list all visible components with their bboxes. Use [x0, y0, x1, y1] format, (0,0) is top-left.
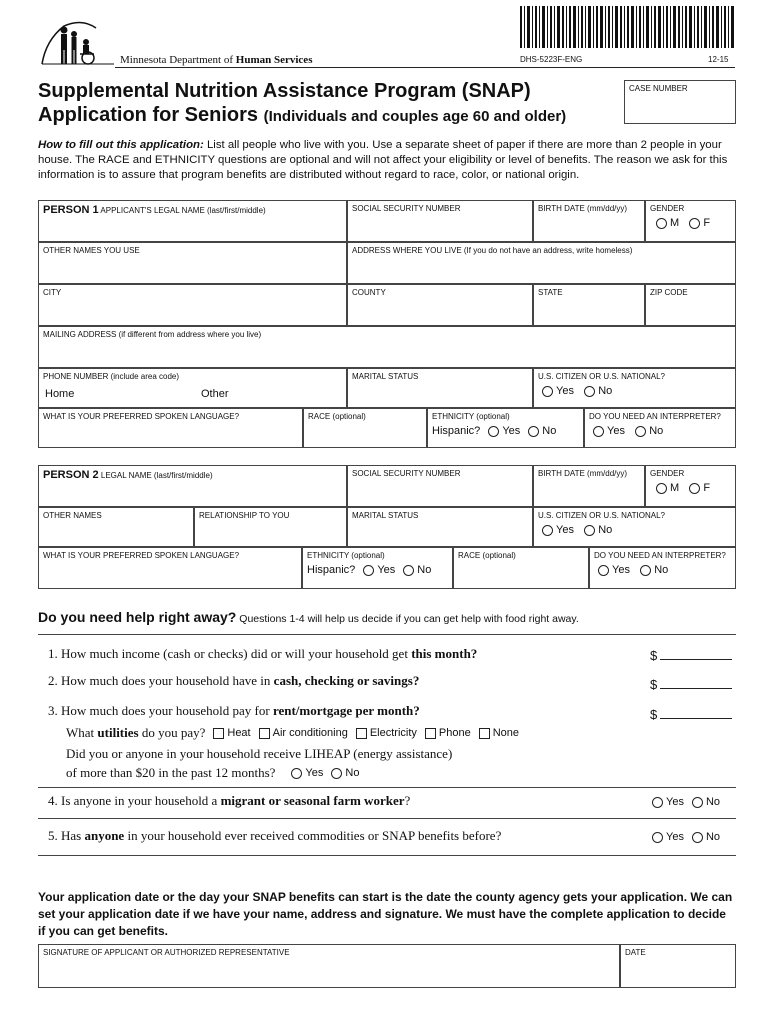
radio-icon [635, 426, 646, 437]
p1-interpreter-label: DO YOU NEED AN INTERPRETER? [589, 412, 721, 421]
p2-citizen-field [533, 507, 736, 547]
p1-other-label: Other [201, 387, 229, 400]
signature-field[interactable] [38, 944, 620, 988]
util-ac[interactable] [259, 727, 348, 739]
p1-mailing-field[interactable] [38, 326, 736, 368]
p2-citizen-no[interactable] [584, 524, 612, 537]
radio-icon [584, 525, 595, 536]
q3-amount[interactable] [650, 707, 732, 722]
p1-gender-field [645, 200, 736, 242]
p1-interpreter-yes-label: Yes [607, 424, 625, 437]
p2-birth-field[interactable] [533, 465, 645, 507]
help-subheading: Questions 1-4 will help us decide if you can get help with food right away. [236, 613, 579, 625]
title-paren: (Individuals and couples age 60 and older) [263, 108, 567, 125]
util-electricity[interactable] [356, 727, 417, 739]
q1-amount-line [660, 649, 732, 660]
checkbox-icon [213, 728, 224, 739]
dhs-logo [38, 20, 116, 66]
p1-gender-label: GENDER [650, 204, 685, 213]
form-code: DHS-5223F-ENG [520, 55, 583, 64]
radio-icon [652, 797, 663, 808]
question-5 [48, 828, 501, 844]
title-line2 [38, 104, 566, 127]
checkbox-icon [356, 728, 367, 739]
radio-icon [528, 426, 539, 437]
p2-gender-field [645, 465, 736, 507]
q3-bold: rent/mortgage per month? [272, 703, 420, 718]
p1-interpreter-yes[interactable] [593, 425, 625, 438]
p1-f-label: F [703, 216, 711, 229]
liheap-yes[interactable] [291, 767, 323, 779]
p2-other-names-label: OTHER NAMES [43, 511, 102, 520]
help-heading-text: Do you need help right away? [38, 609, 237, 625]
q5-no-label: No [705, 831, 721, 843]
p2-hispanic-no-label: No [417, 563, 432, 576]
header-rule [115, 67, 735, 68]
p1-city-label: CITY [43, 288, 62, 297]
p1-language-field[interactable] [38, 408, 303, 448]
liheap-line2 [66, 765, 367, 781]
q2-amount-line [660, 678, 732, 689]
q5-bold: anyone [84, 828, 125, 843]
p2-ethnicity-label: ETHNICITY (optional) [307, 551, 385, 560]
instructions-lead: How to fill out this application: [38, 139, 204, 151]
p1-m-label: M [670, 216, 680, 229]
util-elec-label: Electricity [369, 727, 417, 739]
p2-marital-label: MARITAL STATUS [352, 511, 419, 520]
p2-interpreter-no-label: No [654, 563, 669, 576]
radio-icon [488, 426, 499, 437]
p2-relationship-field[interactable] [194, 507, 347, 547]
q2-dollar: $ [650, 677, 658, 692]
help-mid-rule-2 [38, 818, 736, 819]
util-text-a: What [66, 725, 98, 740]
q1-bold: this month? [411, 646, 478, 661]
q5-text: 5. Has [48, 828, 85, 843]
p2-gender-label: GENDER [650, 469, 685, 478]
p2-f-label: F [703, 481, 711, 494]
question-3 [48, 703, 420, 719]
p2-other-names-field[interactable] [38, 507, 194, 547]
radio-icon [542, 386, 553, 397]
p1-zip-field[interactable] [645, 284, 736, 326]
date-label: DATE [625, 948, 646, 957]
p1-phone-label: PHONE NUMBER (include area code) [43, 372, 180, 381]
p1-citizen-label: U.S. CITIZEN OR U.S. NATIONAL? [538, 372, 665, 381]
radio-icon [656, 218, 667, 229]
p2-race-field[interactable] [453, 547, 589, 589]
p2-interpreter-yes-label: Yes [612, 563, 630, 576]
p2-citizen-yes[interactable] [542, 524, 574, 537]
p2-hispanic-no[interactable] [403, 564, 431, 577]
title-main: Application for Seniors [38, 104, 259, 126]
liheap-line1: Did you or anyone in your household receive LIHEAP (energy assistance) [66, 746, 453, 761]
p1-phone-field[interactable] [38, 368, 347, 408]
case-number-box[interactable] [624, 80, 736, 124]
q4-yes[interactable] [652, 796, 684, 808]
p1-hispanic-no[interactable] [528, 425, 556, 438]
q2-text: 2. How much does your household have in [48, 673, 274, 688]
liheap-no-label: No [345, 767, 360, 779]
p1-birth-label: BIRTH DATE (mm/dd/yy) [538, 204, 628, 213]
p2-hispanic-yes[interactable] [363, 564, 395, 577]
q5-end: in your household ever received commodities or SNAP benefits before? [124, 828, 502, 843]
p1-ethnicity-label: ETHNICITY (optional) [432, 412, 510, 421]
p1-name-field[interactable] [38, 200, 347, 242]
p1-heading: PERSON 1 [43, 204, 99, 216]
p1-language-label: WHAT IS YOUR PREFERRED SPOKEN LANGUAGE? [43, 412, 240, 421]
q4-options [652, 796, 728, 808]
p2-ssn-field[interactable] [347, 465, 533, 507]
p2-race-label: RACE (optional) [458, 551, 516, 560]
help-top-rule [38, 634, 736, 635]
p1-interpreter-no[interactable] [635, 425, 663, 438]
q5-yes-label: Yes [666, 831, 684, 843]
p1-citizen-no[interactable] [584, 385, 612, 398]
application-date-notice: Your application date or the day your SNAP benefits can start is the date the county agency gets your application. We can set your application date if we have your name, address and signature. We must have the complete application to decide if you can get benefits. [38, 890, 733, 938]
p2-gender-m[interactable] [656, 482, 679, 495]
form-date: 12-15 [708, 55, 729, 64]
help-bottom-rule [38, 855, 736, 856]
q4-yes-label: Yes [666, 796, 684, 808]
p2-interpreter-field [589, 547, 736, 589]
p1-hispanic-yes[interactable] [488, 425, 520, 438]
title-line1: Supplemental Nutrition Assistance Program (SNAP) [38, 80, 531, 102]
radio-icon [689, 483, 700, 494]
p1-name-label: APPLICANT'S LEGAL NAME (last/first/middle) [100, 206, 266, 215]
p1-ssn-label: SOCIAL SECURITY NUMBER [352, 204, 461, 213]
p2-relationship-label: RELATIONSHIP TO YOU [199, 511, 290, 520]
radio-icon [598, 565, 609, 576]
p1-gender-f[interactable] [689, 217, 710, 230]
liheap-no[interactable] [331, 767, 359, 779]
p1-state-field[interactable] [533, 284, 645, 326]
p1-ethnicity-field [427, 408, 584, 448]
p1-citizen-yes[interactable] [542, 385, 574, 398]
liheap-yes-label: Yes [305, 767, 324, 779]
p1-hispanic-no-label: No [542, 424, 557, 437]
p2-citizen-yes-label: Yes [556, 523, 574, 536]
p1-hispanic-yes-label: Yes [502, 424, 521, 437]
p1-citizen-no-label: No [598, 384, 613, 397]
p1-mailing-label: MAILING ADDRESS (if different from address where you live) [43, 330, 262, 339]
p1-citizen-yes-label: Yes [556, 384, 574, 397]
q4-no-label: No [705, 796, 721, 808]
q3-dollar: $ [650, 707, 658, 722]
q1-amount[interactable] [650, 648, 732, 663]
q3-amount-line [660, 708, 732, 719]
q4-text: 4. Is anyone in your household a [48, 793, 221, 808]
q4-no[interactable] [692, 796, 720, 808]
radio-icon [331, 768, 342, 779]
p2-interpreter-yes[interactable] [598, 564, 630, 577]
radio-icon [291, 768, 302, 779]
p2-citizen-no-label: No [598, 523, 613, 536]
p1-marital-label: MARITAL STATUS [352, 372, 419, 381]
question-2 [48, 673, 419, 689]
p1-address-label: ADDRESS WHERE YOU LIVE (If you do not have an address, write homeless) [352, 246, 633, 255]
p2-gender-f[interactable] [689, 482, 710, 495]
checkbox-icon [425, 728, 436, 739]
util-phone-label: Phone [438, 727, 471, 739]
q4-bold: migrant or seasonal farm worker [220, 793, 405, 808]
radio-icon [689, 218, 700, 229]
util-none-label: None [492, 727, 520, 739]
question-1 [48, 646, 477, 662]
p1-other-names-label: OTHER NAMES YOU USE [43, 246, 140, 255]
p1-interpreter-no-label: No [649, 424, 664, 437]
agency-bold: Human Services [235, 54, 313, 66]
p1-marital-field[interactable] [347, 368, 533, 408]
q5-yes[interactable] [652, 831, 684, 843]
p1-address-field[interactable] [347, 242, 736, 284]
util-phone[interactable] [425, 727, 471, 739]
p1-county-label: COUNTY [352, 288, 386, 297]
q1-text: 1. How much income (cash or checks) did or will your household get [48, 646, 412, 661]
p1-state-label: STATE [538, 288, 563, 297]
instructions-text: List all people who live with you. Use a separate sheet of paper if there are more than 2 people in your house. The RACE and ETHNICITY questions are optional and will not affect your eligibility or level of benefits. The reason we ask for this information is to assure that program benefits are distributed without regard to race, color, or national origin. [38, 139, 728, 181]
utilities-question [66, 725, 205, 741]
agency-prefix: Minnesota Department of [120, 54, 234, 66]
radio-icon [542, 525, 553, 536]
q1-dollar: $ [650, 648, 658, 663]
util-text-b: utilities [97, 725, 139, 740]
p1-citizen-field [533, 368, 736, 408]
p2-m-label: M [670, 481, 680, 494]
p1-city-field[interactable] [38, 284, 347, 326]
p2-heading: PERSON 2 [43, 469, 99, 481]
agency-name [120, 54, 312, 66]
util-heat[interactable] [213, 727, 250, 739]
q4-end: ? [404, 793, 411, 808]
p2-language-label: WHAT IS YOUR PREFERRED SPOKEN LANGUAGE? [43, 551, 240, 560]
util-heat-label: Heat [227, 727, 251, 739]
p2-interpreter-label: DO YOU NEED AN INTERPRETER? [594, 551, 726, 560]
p1-race-field[interactable] [303, 408, 427, 448]
liheap-question: of more than $20 in the past 12 months? [66, 765, 276, 780]
p1-zip-label: ZIP CODE [650, 288, 688, 297]
q5-no[interactable] [692, 831, 720, 843]
signature-label: SIGNATURE OF APPLICANT OR AUTHORIZED REPRESENTATIVE [43, 948, 290, 957]
p2-name-field[interactable] [38, 465, 347, 507]
p1-county-field[interactable] [347, 284, 533, 326]
util-none[interactable] [479, 727, 519, 739]
p1-birth-field[interactable] [533, 200, 645, 242]
p2-citizen-label: U.S. CITIZEN OR U.S. NATIONAL? [538, 511, 665, 520]
radio-icon [692, 832, 703, 843]
p1-gender-m[interactable] [656, 217, 679, 230]
p2-ethnicity-field [302, 547, 453, 589]
q2-bold: cash, checking or savings? [273, 673, 420, 688]
p1-interpreter-field [584, 408, 736, 448]
case-number-label: CASE NUMBER [629, 84, 688, 93]
p2-marital-field[interactable] [347, 507, 533, 547]
p2-birth-label: BIRTH DATE (mm/dd/yy) [538, 469, 628, 478]
radio-icon [584, 386, 595, 397]
date-field[interactable] [620, 944, 736, 988]
barcode [520, 6, 734, 48]
util-ac-label: Air conditioning [272, 727, 348, 739]
radio-icon [593, 426, 604, 437]
utilities-row [66, 725, 527, 741]
p1-home-label: Home [45, 387, 75, 400]
help-mid-rule-1 [38, 787, 736, 788]
util-text-c: do you pay? [138, 725, 206, 740]
p1-race-label: RACE (optional) [308, 412, 366, 421]
instructions [38, 138, 734, 183]
checkbox-icon [259, 728, 270, 739]
p2-name-label: LEGAL NAME (last/first/middle) [100, 471, 213, 480]
radio-icon [652, 832, 663, 843]
radio-icon [692, 797, 703, 808]
radio-icon [640, 565, 651, 576]
help-heading [38, 609, 579, 627]
q3-text: 3. How much does your household pay for [48, 703, 273, 718]
q5-options [652, 831, 728, 843]
p1-ssn-field[interactable] [347, 200, 533, 242]
p2-hispanic-yes-label: Yes [377, 563, 396, 576]
p2-interpreter-no[interactable] [640, 564, 668, 577]
checkbox-icon [479, 728, 490, 739]
p2-language-field[interactable] [38, 547, 302, 589]
radio-icon [656, 483, 667, 494]
radio-icon [403, 565, 414, 576]
p2-hispanic-label: Hispanic? [307, 563, 356, 576]
question-4 [48, 793, 410, 809]
p2-ssn-label: SOCIAL SECURITY NUMBER [352, 469, 461, 478]
q2-amount[interactable] [650, 677, 732, 692]
radio-icon [363, 565, 374, 576]
p1-other-names-field[interactable] [38, 242, 347, 284]
p1-hispanic-label: Hispanic? [432, 424, 481, 437]
